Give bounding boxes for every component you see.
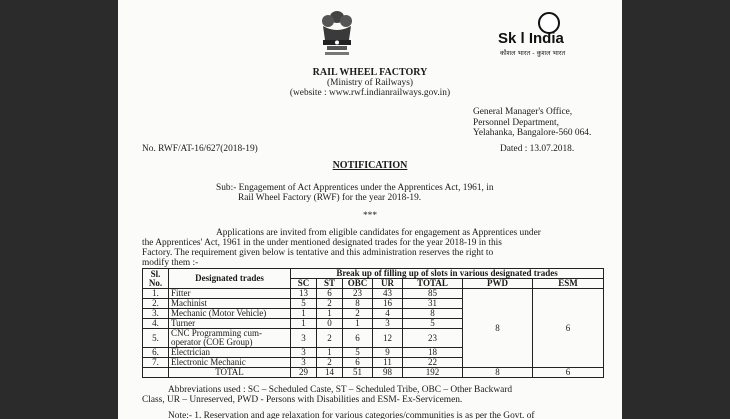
row-ur: 12: [373, 329, 403, 348]
row-st: 6: [317, 289, 343, 299]
subject-line-1: Sub:- Engagement of Act Apprentices under the Apprentices Act, 1961, in: [216, 183, 494, 193]
skill-india-logo-text: Sk l India: [498, 30, 564, 47]
row-total: 31: [403, 299, 463, 309]
row-st: 2: [317, 358, 343, 368]
row-total: 5: [403, 319, 463, 329]
row-sl: 7.: [143, 358, 169, 368]
col-sc-header: SC: [291, 279, 317, 289]
notification-title: NOTIFICATION: [332, 160, 408, 171]
body-line-2: the Apprentices' Act, 1961 in the under mentioned designated trades for the year 2018-19 in this: [142, 238, 502, 248]
row-total: 8: [403, 309, 463, 319]
row-sl: 2.: [143, 299, 169, 309]
row-obc: 6: [343, 329, 373, 348]
row-st: 1: [317, 348, 343, 358]
row-sc: 1: [291, 309, 317, 319]
row-obc: 23: [343, 289, 373, 299]
row-sc: 5: [291, 299, 317, 309]
col-st-header: ST: [317, 279, 343, 289]
skill-india-tagline: कौशल भारत - कुशल भारत: [500, 49, 566, 57]
row-obc: 5: [343, 348, 373, 358]
row-total: 22: [403, 358, 463, 368]
col-obc-header: OBC: [343, 279, 373, 289]
row-trade: Fitter: [169, 289, 291, 299]
row-trade: Electronic Mechanic: [169, 358, 291, 368]
row-sl: 5.: [143, 329, 169, 348]
row-st: 2: [317, 329, 343, 348]
skill-india-logo: [498, 12, 608, 62]
national-emblem-icon: [317, 8, 357, 58]
abbreviations-line-1: Abbreviations used : SC – Scheduled Caste, ST – Scheduled Tribe, OBC – Other Backward: [168, 385, 513, 395]
row-ur: 43: [373, 289, 403, 299]
row-obc: 6: [343, 358, 373, 368]
row-trade: Turner: [169, 319, 291, 329]
col-trade-header: Designated trades: [169, 269, 291, 289]
row-sl: 6.: [143, 348, 169, 358]
row-ur: 11: [373, 358, 403, 368]
col-pwd-header: PWD: [463, 279, 533, 289]
reference-number: No. RWF/AT-16/627(2018-19): [142, 144, 258, 154]
row-sl: 3.: [143, 309, 169, 319]
total-obc: 51: [343, 368, 373, 378]
total-st: 14: [317, 368, 343, 378]
col-esm-header: ESM: [533, 279, 604, 289]
esm-value: 6: [533, 289, 604, 368]
total-ur: 98: [373, 368, 403, 378]
separator: ***: [362, 211, 378, 221]
row-total: 23: [403, 329, 463, 348]
row-obc: 1: [343, 319, 373, 329]
total-row: [143, 368, 604, 378]
row-obc: 2: [343, 309, 373, 319]
address-line-2: Personnel Department,: [473, 118, 559, 128]
row-st: 2: [317, 299, 343, 309]
row-ur: 4: [373, 309, 403, 319]
total-label: TOTAL: [169, 368, 291, 378]
total-sc: 29: [291, 368, 317, 378]
row-trade: CNC Programming cum-operator (COE Group): [169, 329, 291, 348]
notification-document: [118, 0, 622, 419]
row-ur: 9: [373, 348, 403, 358]
row-ur: 3: [373, 319, 403, 329]
col-ur-header: UR: [373, 279, 403, 289]
body-line-3: Factory. The requirement given below is tentative and this administration reserves the right to: [142, 248, 494, 258]
address-line-3: Yelahanka, Bangalore-560 064.: [473, 128, 592, 138]
org-name: RAIL WHEEL FACTORY: [312, 67, 428, 78]
total-esm: 6: [533, 368, 604, 378]
abbreviations-line-2: Class, UR – Unreserved, PWD - Persons with Disabilities and ESM- Ex-Servicemen.: [142, 395, 463, 405]
row-sc: 3: [291, 348, 317, 358]
row-trade: Machinist: [169, 299, 291, 309]
row-trade: Mechanic (Motor Vehicle): [169, 309, 291, 319]
row-sc: 13: [291, 289, 317, 299]
body-line-4: modify them :-: [142, 258, 199, 268]
row-sc: 3: [291, 329, 317, 348]
ministry-name: (Ministry of Railways): [327, 78, 413, 88]
row-total: 85: [403, 289, 463, 299]
pwd-value: 8: [463, 289, 533, 368]
address-line-1: General Manager's Office,: [473, 107, 573, 117]
row-total: 18: [403, 348, 463, 358]
subject-line-2: Rail Wheel Factory (RWF) for the year 2018-19.: [238, 193, 422, 203]
table-row: [143, 289, 604, 299]
total-pwd: 8: [463, 368, 533, 378]
date: Dated : 13.07.2018.: [500, 144, 575, 154]
row-trade: Electrician: [169, 348, 291, 358]
website-line: (website : www.rwf.indianrailways.gov.in): [289, 88, 451, 98]
row-sl: 1.: [143, 289, 169, 299]
col-sl-header: Sl. No.: [143, 269, 169, 289]
body-line-1: Applications are invited from eligible candidates for engagement as Apprentices under: [216, 228, 541, 238]
col-total-header: TOTAL: [403, 279, 463, 289]
trades-table: [142, 268, 604, 378]
note-line: Note:- 1. Reservation and age relaxation for various categories/communities is as per the Govt. of: [168, 411, 535, 419]
row-sc: 1: [291, 319, 317, 329]
row-ur: 16: [373, 299, 403, 309]
row-obc: 8: [343, 299, 373, 309]
row-sl: 4.: [143, 319, 169, 329]
total-total: 192: [403, 368, 463, 378]
row-st: 1: [317, 309, 343, 319]
row-sc: 3: [291, 358, 317, 368]
row-st: 0: [317, 319, 343, 329]
col-breakup-header: Break up of filling up of slots in various designated trades: [291, 269, 604, 279]
